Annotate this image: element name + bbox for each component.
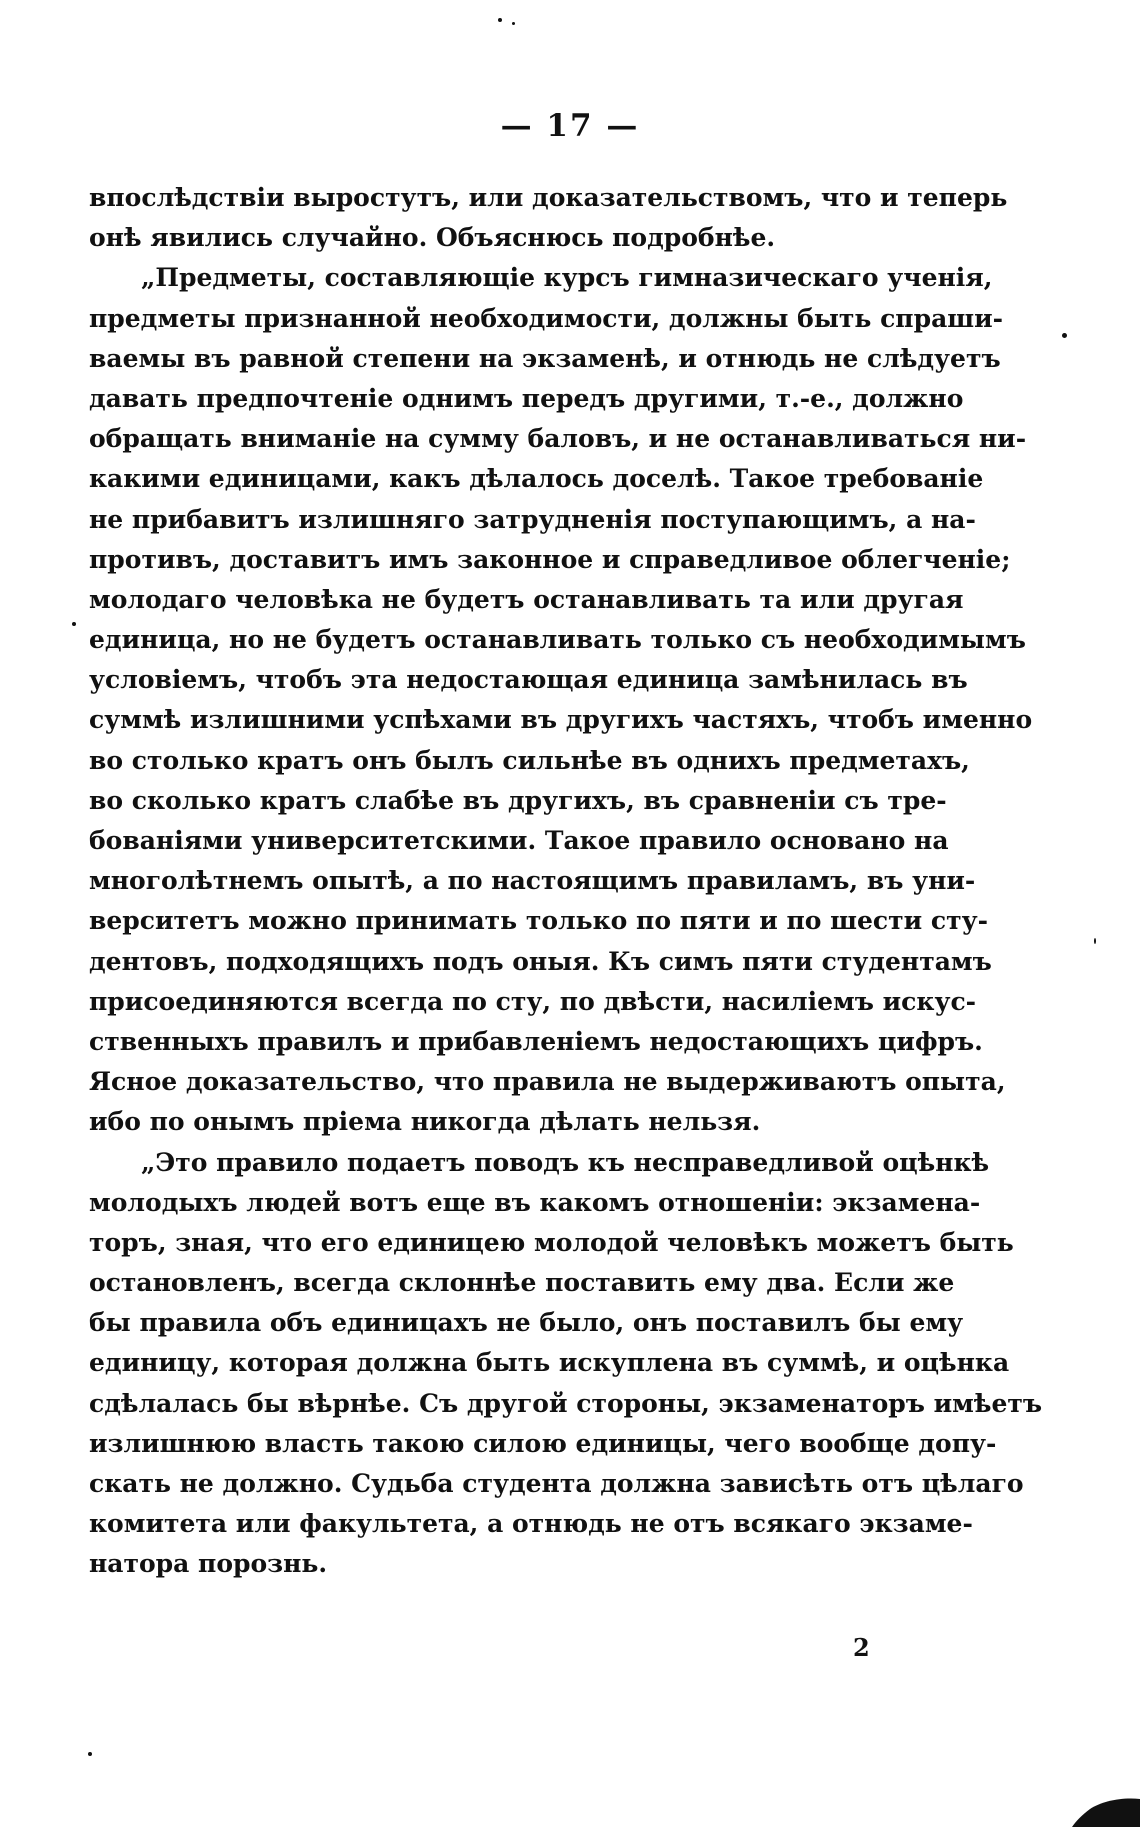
text-line: бы правила объ единицахъ не было, онъ поставилъ бы ему <box>89 1308 964 1338</box>
text-line: во сколько кратъ слабѣе въ другихъ, въ сравненіи съ тре- <box>89 785 947 815</box>
text-line: ваемы въ равной степени на экзаменѣ, и отнюдь не слѣдуетъ <box>89 343 1001 373</box>
text-line: единицу, которая должна быть искуплена въ суммѣ, и оцѣнка <box>89 1348 1010 1378</box>
text-line: остановленъ, всегда склоннѣе поставить ему два. Если же <box>89 1268 955 1298</box>
text-line: комитета или факультета, а отнюдь не отъ всякаго экзаме- <box>89 1509 973 1539</box>
text-line: противъ, доставитъ имъ законное и справедливое облегченіе; <box>89 544 1011 574</box>
text-line: онѣ явились случайно. Объяснюсь подробнѣе. <box>89 223 776 253</box>
text-line: во столько кратъ онъ былъ сильнѣе въ однихъ предметахъ, <box>89 745 970 775</box>
text-line: торъ, зная, что его единицею молодой человѣкъ можетъ быть <box>89 1227 1014 1257</box>
text-line: ственныхъ правилъ и прибавленіемъ недостающихъ цифръ. <box>89 1026 983 1056</box>
text-line: не прибавитъ излишняго затрудненія поступающимъ, а на- <box>89 504 976 534</box>
scan-speck <box>1062 333 1067 338</box>
ink-blot <box>1072 1795 1140 1827</box>
text-line: „Это правило подаетъ поводъ къ несправедливой оцѣнкѣ <box>141 1147 990 1177</box>
scan-speck <box>1094 938 1096 944</box>
text-line: какими единицами, какъ дѣлалось доселѣ. Такое требованіе <box>89 464 984 494</box>
scan-speck <box>88 1752 92 1756</box>
text-line: излишнюю власть такою силою единицы, чего вообще допу- <box>89 1428 997 1458</box>
text-line: обращать вниманіе на сумму баловъ, и не останавливаться ни- <box>89 424 1027 454</box>
signature-mark: 2 <box>853 1633 870 1662</box>
page-number: — 17 — <box>500 108 640 144</box>
text-line: давать предпочтеніе однимъ передъ другими, т.-е., должно <box>89 383 964 413</box>
text-line: дентовъ, подходящихъ подъ оныя. Къ симъ пяти студентамъ <box>89 946 992 976</box>
text-line: суммѣ излишними успѣхами въ другихъ частяхъ, чтобъ именно <box>89 705 1033 735</box>
text-line: единица, но не будетъ останавливать только съ необходимымъ <box>89 625 1026 655</box>
text-line: бованіями университетскими. Такое правило основано на <box>89 826 949 855</box>
text-line: присоединяются всегда по сту, по двѣсти, насиліемъ искус- <box>89 986 977 1016</box>
text-line: многолѣтнемъ опытѣ, а по настоящимъ правиламъ, въ уни- <box>89 866 976 896</box>
text-line: молодаго человѣка не будетъ останавливать та или другая <box>89 584 964 614</box>
text-line: молодыхъ людей вотъ еще въ какомъ отношеніи: экзамена- <box>89 1187 981 1217</box>
scan-speck <box>72 622 76 626</box>
text-line: условіемъ, чтобъ эта недостающая единица замѣнилась въ <box>89 665 968 695</box>
scan-speck <box>498 18 502 22</box>
text-line: сдѣлалась бы вѣрнѣе. Съ другой стороны, экзаменаторъ имѣетъ <box>89 1388 1043 1418</box>
text-line: верситетъ можно принимать только по пяти и по шести сту- <box>89 906 988 936</box>
scan-speck <box>512 22 515 25</box>
text-line: предметы признанной необходимости, должны быть спраши- <box>89 303 1004 333</box>
text-line: „Предметы, составляющіе курсъ гимназическаго ученія, <box>141 263 993 293</box>
body-text <box>89 178 1043 1585</box>
text-line: ибо по онымъ пріема никогда дѣлать нельзя. <box>89 1107 761 1137</box>
text-line: натора порознь. <box>89 1549 328 1579</box>
text-line: скать не должно. Судьба студента должна зависѣть отъ цѣлаго <box>89 1469 1024 1498</box>
text-line: впослѣдствіи выростутъ, или доказательствомъ, что и теперь <box>89 183 1008 212</box>
text-line: Ясное доказательство, что правила не выдерживаютъ опыта, <box>89 1067 1006 1097</box>
